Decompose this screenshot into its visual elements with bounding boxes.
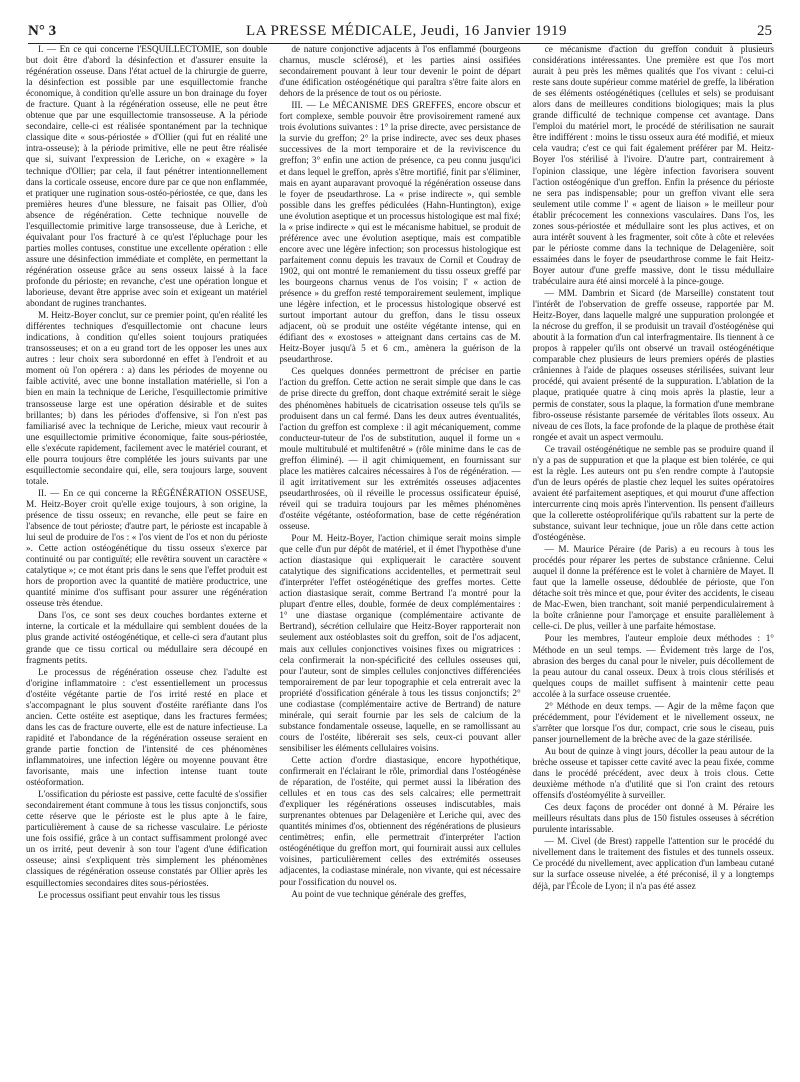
paragraph: — M. Maurice Péraire (de Paris) a eu recours à tous les procédés pour réparer les pertes de substance crânienne. Celui auquel il donne la préférence est le volet à charnière de Mayet. Il faut que la lamelle osseuse, dédoublée de périoste, que l'on détache soit très mince et que, pour éviter des accidents, le ciseau de Mac-Ewen, bien tranchant, soit manié perpendiculairement à la boîte crânienne pour l'amorçage et ensuite parallèlement à celle-ci. De plus, veiller à une parfaite hémostase. (532, 544, 774, 632)
page-number: 25 (757, 23, 772, 39)
column-left (26, 44, 267, 1074)
paragraph: Cette action d'ordre diastasique, encore hypothétique, confirmerait en l'éclairant le rôle, primordial dans l'ostéogénèse de réparation, de l'ostéite, qui permet aussi la libération des cellules et en tous cas des sels calcaires; elle permettrait d'expliquer les régénérations osseuses indiscutables, mais surprenantes obtenues par Delagenière et Leriche qui, avec des quantités minimes d'os, obtiennent des régénérations de plusieurs centimètres; enfin, elle permettrait d'interpréter l'action ostéogénétique du greffon mort, qui fournirait aussi aux cellules voisines, particulièrement celles des extrémités osseuses adjacentes, la codiastase minérale, non vivante, qui est nécessaire pour l'ossification du nouvel os. (279, 755, 521, 887)
column-middle (279, 44, 520, 1074)
paragraph: Le processus ossifiant peut envahir tous les tissus (38, 889, 220, 900)
paragraph: Ces deux façons de procéder ont donné à M. Péraire les meilleurs résultats dans plus de 150 fistules osseuses à sécrétion purulente intarissable. (532, 802, 774, 835)
paragraph: Le processus de régénération osseuse chez l'adulte est d'origine inflammatoire : c'est essentiellement un processus d'ostéite végétante partie de l'os irrité resté en place et s'accompagnant le plus souvent d'ostéite raréfiante dans l'os ancien. Cette ostéite est aseptique, dans les fractures fermées; dans les cas de fracture ouverte, elle est de nature infectieuse. La rapidité et l'abondance de la régénération osseuse seraient en grande partie fonction de l'intensité de ces phénomènes inflammatoires, une infection légère ou moyenne pouvant être favorisante, mais une infection intense tuant toute ostéoformation. (26, 666, 268, 788)
paragraph: Pour M. Heitz-Boyer, l'action chimique serait moins simple que celle d'un pur dépôt de matériel, et il émet l'hypothèse d'une action diastasique qui expliquerait le caractère souvent catalytique des significations accidentelles, et permettrait seul d'interpréter l'effet ostéogénétique des greffes mortes. Cette action diastasique serait, comme Bertrand l'a montré pour la plupart d'entre elles, double, formée de deux complémentaires : 1° une diastase organique (complémentaire activante de Bertrand), sécrétion cellulaire que Heitz-Boyer rapporterait non seulement aux ostéoblastes soit du greffon, soit de l'os adjacent, mais aux cellules conjonctives voisines fixes ou migratrices : cela confirmerait la non-spécificité des cellules osseuses qui, pour l'auteur, sont de simples cellules conjonctives différenciées temporairement de par leur topographie et cela entrerait avec la propriété d'ossification générale à tous les tissus conjonctifs; 2° une codiastase (complémentaire active de Bertrand) de nature minérale, qui serait fournie par les sels de calcium de la substance fondamentale osseuse, laquelle, en se ramollissant au cours de l'ostéite, libérerait ses sels, ceux-ci pouvant aller sensibiliser les éléments cellulaires voisins. (279, 533, 521, 753)
paragraph: L'ossification du périoste est passive, cette faculté de s'ossifier secondairement étant commune à tous les tissus conjonctifs, sous cette réserve que le périoste est le plus apte à le faire, particulièrement à cause de sa richesse vasculaire. Le périoste une fois ossifié, grâce à un contact suffisamment prolongé avec un os irrité, peut devenir à son tour l'agent d'une édification osseuse; ainsi s'expliquent très simplement les phénomènes classiques de régénération osseuse constatés par Ollier après les esquillectomies secondaires dites sous-périostées. (26, 789, 268, 888)
column-right (533, 44, 774, 1074)
text-columns (26, 44, 774, 1074)
paragraph: Dans l'os, ce sont ses deux couches bordantes externe et interne, la corticale et la médullaire qui semblent douées de la plus grande activité ostéogénétique, et celle-ci sera d'autant plus grande que ce tissu cortical ou médullaire sera découpé en fragments petits. (26, 610, 268, 665)
paragraph: M. Heitz-Boyer conclut, sur ce premier point, qu'en réalité les différentes techniques d'esquillectomie ont chacune leurs indications, à condition qu'elles soient toujours pratiquées transosseuses; et on a eu grand tort de les opposer les unes aux autres : leur choix sera subordonné en effet à l'endroit et au moment où l'on opérera : a) dans les périodes de moyenne ou faible activité, avec une bonne installation matérielle, si l'on a bien en main la technique de Leriche, l'esquillectomie primitive transosseuse large est une opération désirable et de suites brillantes; b) dans les périodes d'offensive, si l'on n'est pas familiarisé avec la technique de Leriche, mieux vaut recourir à une esquillectomie primitive économique, faite sous-périostée, elle s'exécute rapidement, facilement avec le matériel courant, et elle pourra toujours être complétée les jours suivants par une esquillectomie secondaire qui, elle, sera toujours large, souvent totale. (26, 310, 268, 486)
paragraph: Pour les membres, l'auteur emploie deux méthodes : 1° Méthode en un seul temps. — Évidement très large de l'os, abrasion des berges du canal pour le niveler, puis décollement de la peau autour du canal osseux. Deux à trois clous stérilisés et quelques coups de maillet suffisent à maintenir cette peau accolée à la surface osseuse cruentée. (532, 633, 774, 699)
paragraph: ce mécanisme d'action du greffon conduit à plusieurs considérations intéressantes. Une première est que l'os mort aurait à peu près les mêmes qualités que l'os vivant : celui-ci reste sans doute supérieur comme matériel de greffe, la libération de ses éléments ostéogénétiques (cellules et sels) se produisant alors dans de meilleures conditions biologiques; mais la plus grande difficulté de technique compense cet avantage. Dans l'emploi du matériel mort, le procédé de stérilisation ne saurait être indifférent : moins le tissu osseux aura été modifié, et mieux cela vaudra; c'est ce qui fait également préférer par M. Heitz-Boyer l'os stérilisé à l'ivoire. D'autre part, contrairement à l'opinion classique, une légère infection favorisera souvent l'action ostéogénique d'un greffon. Enfin la présence du périoste ne sera pas indispensable; pour un greffon vivant elle sera seulement utile comme l' « agent de liaison » le meilleur pour établir précocement les connexions vasculaires. Dans l'os, les zones sous-périostée et médullaire sont les plus actives, et on aura intérêt souvent à les fragmenter, soit côte à côte et relevées par le périoste comme dans la technique de Delagenière, soit essaimées dans le foyer de pseudarthrose comme le fait Heitz-Boyer autour d'une greffe massive, dont le tissu médullaire trabéculaire aura été ainsi morcelé à la pince-gouge. (532, 44, 774, 286)
paragraph: de nature conjonctive adjacents à l'os enflammé (bourgeons charnus, muscle sclérosé), et les parties ainsi ossifiées secondairement pouvant à leur tour devenir le point de départ d'une édification ostéogénétique qui paraîtra s'être faite alors en dehors de la présence de tout os ou périoste. (279, 44, 521, 99)
paragraph: Au bout de quinze à vingt jours, décoller la peau autour de la brèche osseuse et tapisser cette cavité avec la peau fixée, comme dans le procédé précédent, avec deux à trois clous. Cette deuxième méthode n'a d'utilité que si l'on craint des retours offensifs d'ostéomyélite à surveiller. (532, 745, 774, 801)
journal-title: LA PRESSE MÉDICALE, Jeudi, 16 Janvier 1919 (246, 23, 568, 39)
paragraph: Au point de vue technique générale des greffes, (291, 888, 467, 899)
paragraph: II. — En ce qui concerne la RÉGÉNÉRATION OSSEUSE, M. Heitz-Boyer croit qu'elle exige toujours, à son origine, la présence de tissu osseux; en revanche, elle peut se faire en l'absence de tout périoste; d'autre part, le périoste est incapable à lui seul de produire de l'os : « l'os vient de l'os et non du périoste ». Cette action ostéogénétique du tissu osseux s'exerce par continuité ou par contiguïté; elle revêtira souvent un caractère « catalytique »; ce mot étant pris dans le sens que l'effet produit est hors de proportion avec la quantité de matière productrice, une quantité minime d'os suffisant pour assurer une régénération osseuse très étendue. (26, 487, 268, 609)
paragraph: Ce travail ostéogénétique ne semble pas se produire quand il n'y a pas de suppuration et que la plaque est bien tolérée, ce qui est la règle. Les auteurs ont pu s'en rendre compte à l'autopsie d'un de leurs opérés de plastie chez lequel les suites opératoires avaient été parfaitement aseptiques, et qui mourut d'une affection intercurrente cinq mois après l'intervention. Ils pensent d'ailleurs que la collerette ostéoproliférique qu'ils rabattent sur la perte de substance, suivant leur technique, joue un rôle dans cette action d'ostéogénèse. (532, 443, 774, 543)
issue-number: N° 3 (28, 23, 57, 39)
paragraph: 2° Méthode en deux temps. — Agir de la même façon que précédemment, pour l'évidement et le nivellement osseux, ne s'arrêter que lorsque l'os dur, compact, crie sous le ciseau, puis panser journellement de la brèche avec de la gaze stérilisée. (532, 700, 774, 744)
paragraph: Ces quelques données permettront de préciser en partie l'action du greffon. Cette action ne serait simple que dans le cas de prise directe du greffon, dont chaque extrémité serait le siège des phénomènes habituels de cicatrisation osseuse tels qu'ils se produisent dans un cal fermé. Dans les deux autres éventualités, l'action du greffon est complexe : il agit mécaniquement, comme conducteur-tuteur de l'os de substitution, auquel il forme un « moule multitubulé et multifenêtré » (rôle minime dans le cas de greffon éliminé). — il agit chimiquement, en fournissant sur place les matières calcaires nécessaires à l'os de régénération. — il agit irritativement sur les extrémités osseuses adjacentes pseudarthrosées, où il réveille le processus ossificateur épuisé, réveil qui se traduira toujours par les mêmes phénomènes d'ostéite végétante, ostéoformation, base de cette régénération osseuse. (279, 366, 521, 532)
paragraph: I. — En ce qui concerne l'ESQUILLECTOMIE, son double but doit être d'abord la désinfection et d'assurer ensuite la régénération osseuse. Dans l'état actuel de la chirurgie de guerre, la désinfection est possible par une esquillectomie franche économique, à condition qu'elle assure un bon drainage du foyer de fracture. Quant à la régénération osseuse, elle ne peut être obtenue que par une esquillectomie transosseuse. A la période secondaire, celle-ci est réalisée spontanément par la technique classique dite « sous-périostée » d'Ollier (qui fut en réalité une intra-osseuse); à la période primitive, elle ne peut être réalisée que si, suivant l'expression de Leriche, on « exagère » la technique d'Ollier; par cela, il faut pénétrer intentionnellement dans la corticale osseuse, encore dure par ce que non enflammée, et pratiquer une rugination sous-ostéo-périostée, ce que, dans les premières heures d'une blessure, ne faisait pas Ollier, d'où absence de régénération. Cette technique nouvelle de l'esquillectomie primitive large transosseuse, due à Leriche, et équivalant pour l'os fracturé à ce qu'est l'épluchage pour les parties molles contuses, constitue une excellente opération : elle assure une désinfection immédiate et complète, en permettant la régénération osseuse grâce au sens osseux laissé à la face profonde du périoste; en revanche, c'est une opération longue et laborieuse, devant être apprise avec soin et exigeant un matériel abondant de rugines tranchantes. (26, 44, 268, 309)
page-header (28, 14, 772, 44)
paragraph: — M. Civel (de Brest) rappelle l'attention sur le procédé du nivellement dans le traitement des fistules et des tunnels osseux. Ce procédé du nivellement, avec application d'un lambeau cutané sur la surface osseuse nivelée, a été préconisé, il y a longtemps déjà, par l'École de Lyon; il n'a pas été assez (532, 836, 774, 891)
paragraph: III. — Le MÉCANISME DES GREFFES, encore obscur et fort complexe, semble pouvoir être provisoirement ramené aux trois évolutions suivantes : 1° la prise directe, avec persistance de la survie du greffon; 2° la prise indirecte, avec ses deux phases successives de la mort temporaire et de la reviviscence du greffon; 3° enfin une action de présence, ca peu connu jusqu'ici et dans lequel le greffon, après s'être mortifié, finit par s'éliminer, mais en ayant auparavant provoqué la régénération osseuse dans le foyer de pseudarthrose. La « prise indirecte », qui semble possible dans les greffes pédiculées (Hahn-Huntington), exige une évolution aseptique et un processus histologique est mal fixé; la « prise indirecte » qui est le mécanisme habituel, se produit de préférence avec une évolution aseptique, mais est compatible encore avec une légère infection; son processus histologique est parfaitement connu depuis les travaux de Cornil et Coudray de 1902, qui ont montré le remaniement du tissu osseux greffé par les bourgeons charnus venus de l'os voisin; l' « action de présence » du greffon resté temporairement seulement, implique une légère infection, et le processus histologique observé est surtout important autour du greffon, dans le tissu osseux adjacent, où se produit une ostéite végétante intense, qui en édifiant des « exostoses » atteignant dans certains cas de M. Heitz-Boyer jusqu'à 5 et 6 cm., amènera la guérison de la pseudarthrose. (279, 100, 521, 365)
paragraph: — MM. Dambrin et Sicard (de Marseille) constatent tout l'intérêt de l'observation de greffe osseuse, rapportée par M. Heitz-Boyer, dans laquelle malgré une suppuration prolongée et la nécrose du greffon, il se produisit un travail d'ostéogénèse qui aboutit à la formation d'un cal interfragmentaire. Ils tiennent à ce propos à rappeler qu'ils ont observé un travail ostéogénétique comparable chez plusieurs de leurs premiers opérés de plasties crâniennes à l'aide de plaques osseuses stérilisées, suivant leur procédé, qui avaient présenté de la suppuration. L'ablation de la plaque, pratiquée quatre à cinq mois après la plastie, leur a permis de constater, sous la plaque, la formation d'une membrane fibro-osseuse résistante parsemée de véritables îlots osseux. Au niveau de ces îlots, la face profonde de la plaque de prothèse était rongée et avait un aspect vermoulu. (532, 288, 774, 442)
